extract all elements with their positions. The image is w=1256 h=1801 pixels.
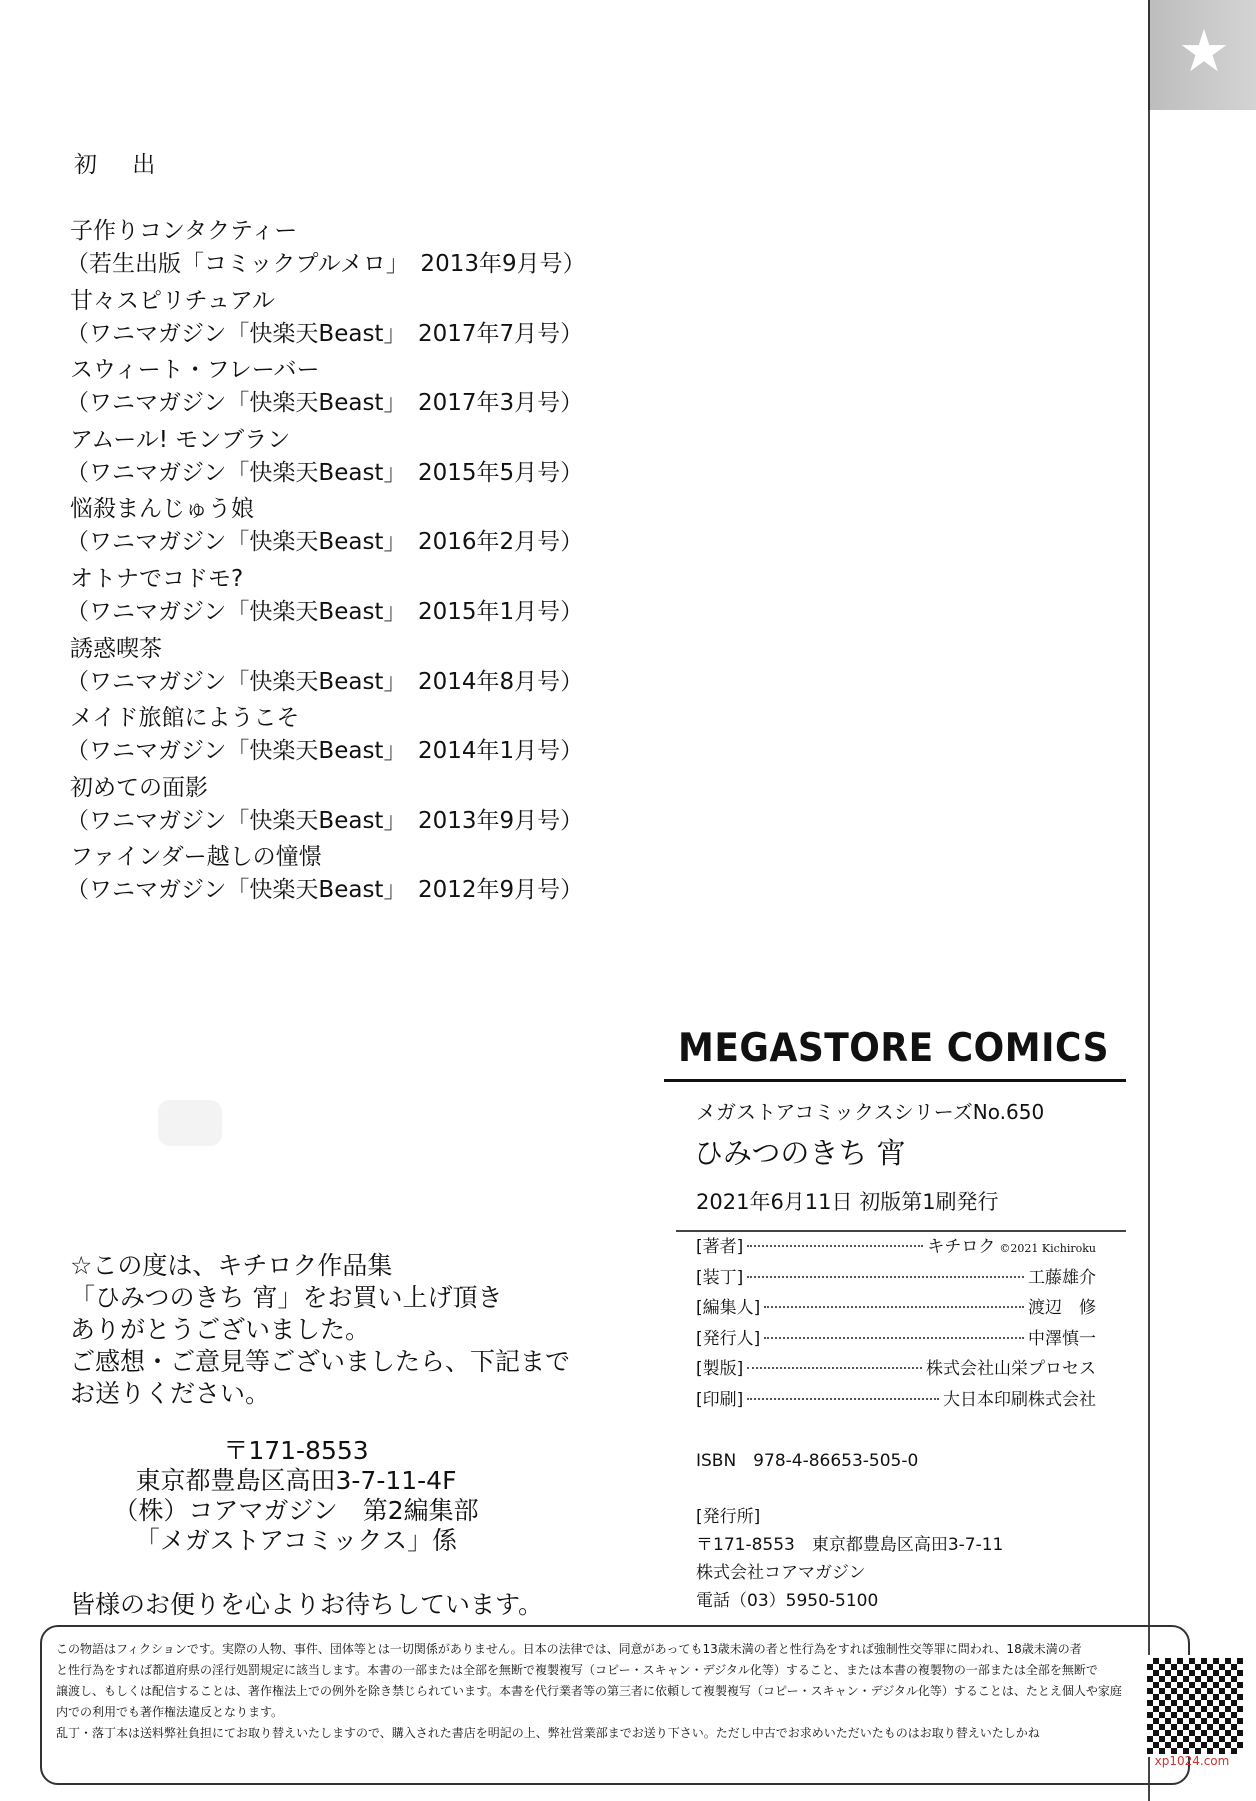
isbn: ISBN 978-4-86653-505-0 xyxy=(696,1451,919,1471)
star-icon: ★ xyxy=(1178,17,1230,85)
leader-dots xyxy=(764,1337,1024,1339)
address-line: 「メガストアコミックス」係 xyxy=(134,1526,458,1555)
work-publication: （ワニマガジン「快楽天Beast」 2015年5月号） xyxy=(66,459,584,486)
list-item xyxy=(66,215,630,285)
mailing-address xyxy=(96,1436,496,1556)
list-item xyxy=(66,841,630,911)
list-item xyxy=(66,285,630,355)
thanks-line: ご感想・ご意見等ございましたら、下記まで xyxy=(70,1347,571,1376)
work-title: 初めての面影 xyxy=(70,774,208,801)
list-item xyxy=(66,354,630,424)
work-publication: （ワニマガジン「快楽天Beast」 2015年1月号） xyxy=(66,598,584,625)
publisher-info xyxy=(696,1503,1003,1615)
credit-row xyxy=(696,1232,1096,1263)
notice-line: 乱丁・落丁本は送料弊社負担にてお取り替えいたしますので、購入された書店を明記の上、弊社営業部までお送り下さい。ただし中古でお求めいただいたものはお取り替えいたしかね xyxy=(56,1726,1040,1740)
credit-role: [装丁] xyxy=(696,1267,744,1288)
list-item xyxy=(66,772,630,842)
margin-divider xyxy=(1148,110,1150,1801)
work-title: メイド旅館にようこそ xyxy=(70,705,300,732)
list-item xyxy=(66,633,630,703)
credit-role: [製版] xyxy=(696,1359,744,1379)
work-title: 子作りコンタクティー xyxy=(70,218,298,244)
credit-name: 中澤慎一 xyxy=(1028,1328,1096,1349)
watermark-label: xp1024.com xyxy=(1154,1754,1230,1768)
colophon-header xyxy=(664,1025,1126,1232)
leader-dots xyxy=(747,1367,922,1369)
work-publication: （ワニマガジン「快楽天Beast」 2014年8月号） xyxy=(66,668,584,695)
address-line: 東京都豊島区高田3-7-11-4F xyxy=(135,1466,457,1495)
credit-row xyxy=(696,1354,1096,1385)
address-line: 〒171-8553 xyxy=(223,1436,369,1465)
list-item xyxy=(66,493,630,563)
work-publication: （若生出版「コミックプルメロ」 2013年9月号） xyxy=(66,251,586,277)
credits-list xyxy=(696,1232,1096,1415)
book-title: ひみつのきち 宵 xyxy=(694,1136,906,1170)
credit-name: 渡辺 修 xyxy=(1028,1298,1096,1318)
publisher-name: 株式会社コアマガジン xyxy=(696,1563,866,1583)
qr-code-icon xyxy=(1144,1655,1246,1757)
notice-line: と性行為をすれば都道府県の淫行処罰規定に該当します。本書の一部または全部を無断で複製複写（コピー・スキャン・デジタル化等）すること、または本書の複製物の一部または全部を無断で xyxy=(56,1663,1098,1677)
corner-tab xyxy=(1148,0,1256,110)
notice-line: 内での利用でも著作権法違反となります。 xyxy=(56,1705,284,1719)
work-publication: （ワニマガジン「快楽天Beast」 2016年2月号） xyxy=(66,529,584,556)
brand-logo: MEGASTORE COMICS xyxy=(678,1025,1110,1071)
leader-dots xyxy=(764,1306,1024,1308)
thanks-line: ☆この度は、キチロク作品集 xyxy=(70,1251,393,1280)
leader-dots xyxy=(747,1398,939,1400)
credit-name: 株式会社山栄プロセス xyxy=(926,1359,1096,1379)
credit-name: 工藤雄介 xyxy=(1028,1267,1096,1288)
credit-role: [編集人] xyxy=(696,1298,761,1318)
work-title: 悩殺まんじゅう娘 xyxy=(70,496,254,523)
list-item xyxy=(66,702,630,772)
work-publication: （ワニマガジン「快楽天Beast」 2013年9月号） xyxy=(66,807,584,834)
work-publication: （ワニマガジン「快楽天Beast」 2012年9月号） xyxy=(66,877,584,904)
credit-role: [発行人] xyxy=(696,1328,761,1349)
works-list xyxy=(66,215,630,911)
brand-underline xyxy=(664,1079,1126,1082)
work-title: オトナでコドモ? xyxy=(70,565,244,592)
thank-you-message xyxy=(70,1250,570,1410)
leader-dots xyxy=(747,1276,1024,1278)
leader-dots xyxy=(747,1245,923,1247)
publisher-phone: 電話（03）5950-5100 xyxy=(696,1591,879,1611)
work-title: 甘々スピリチュアル xyxy=(70,287,275,314)
notice-line: この物語はフィクションです。実際の人物、事件、団体等とは一切関係がありません。日本の法律では、同意があっても13歳未満の者と性行為をすれば強制性交等罪に問われ、18歳未満の者 xyxy=(56,1642,1082,1656)
notice-line: 譲渡し、もしくは配信することは、著作権法上での例外を除き禁じられています。本書を代行業者等の第三者に依頼して複製複写（コピー・スキャン・デジタル化等）することは、たとえ個人や家庭 xyxy=(56,1684,1122,1698)
work-title: アムール! モンブラン xyxy=(70,426,291,453)
credit-row xyxy=(696,1385,1096,1416)
scan-smudge xyxy=(158,1100,222,1146)
credit-name: 大日本印刷株式会社 xyxy=(943,1389,1096,1410)
first-appearance-heading: 初 出 xyxy=(74,152,170,178)
credit-name: キチロク xyxy=(927,1237,996,1257)
credit-role: [印刷] xyxy=(696,1389,744,1410)
credit-role: [著者] xyxy=(696,1237,744,1257)
legal-notice-box xyxy=(40,1625,1190,1785)
copyright-note: ©2021 Kichiroku xyxy=(999,1242,1096,1255)
credit-row xyxy=(696,1293,1096,1324)
publisher-address: 〒171-8553 東京都豊島区高田3-7-11 xyxy=(696,1535,1004,1555)
publication-date: 2021年6月11日 初版第1刷発行 xyxy=(696,1190,999,1214)
work-title: ファインダー越しの憧憬 xyxy=(70,844,322,871)
work-publication: （ワニマガジン「快楽天Beast」 2014年1月号） xyxy=(66,738,584,765)
work-title: 誘惑喫茶 xyxy=(70,635,162,662)
work-title: スウィート・フレーバー xyxy=(70,357,320,384)
thanks-line: 「ひみつのきち 宵」をお買い上げ頂き xyxy=(70,1283,503,1312)
publisher-label: [発行所] xyxy=(696,1507,761,1527)
thanks-line: お送りください。 xyxy=(70,1379,271,1408)
credit-row xyxy=(696,1263,1096,1294)
work-publication: （ワニマガジン「快楽天Beast」 2017年3月号） xyxy=(66,390,584,417)
list-item xyxy=(66,563,630,633)
series-number: メガストアコミックスシリーズNo.650 xyxy=(696,1100,1045,1124)
work-publication: （ワニマガジン「快楽天Beast」 2017年7月号） xyxy=(66,320,584,347)
list-item xyxy=(66,424,630,494)
closing-line: 皆様のお便りを心よりお待ちしています。 xyxy=(70,1590,544,1619)
credit-row xyxy=(696,1324,1096,1355)
address-line: （株）コアマガジン 第2編集部 xyxy=(113,1496,479,1525)
thanks-line: ありがとうございました。 xyxy=(70,1315,371,1344)
